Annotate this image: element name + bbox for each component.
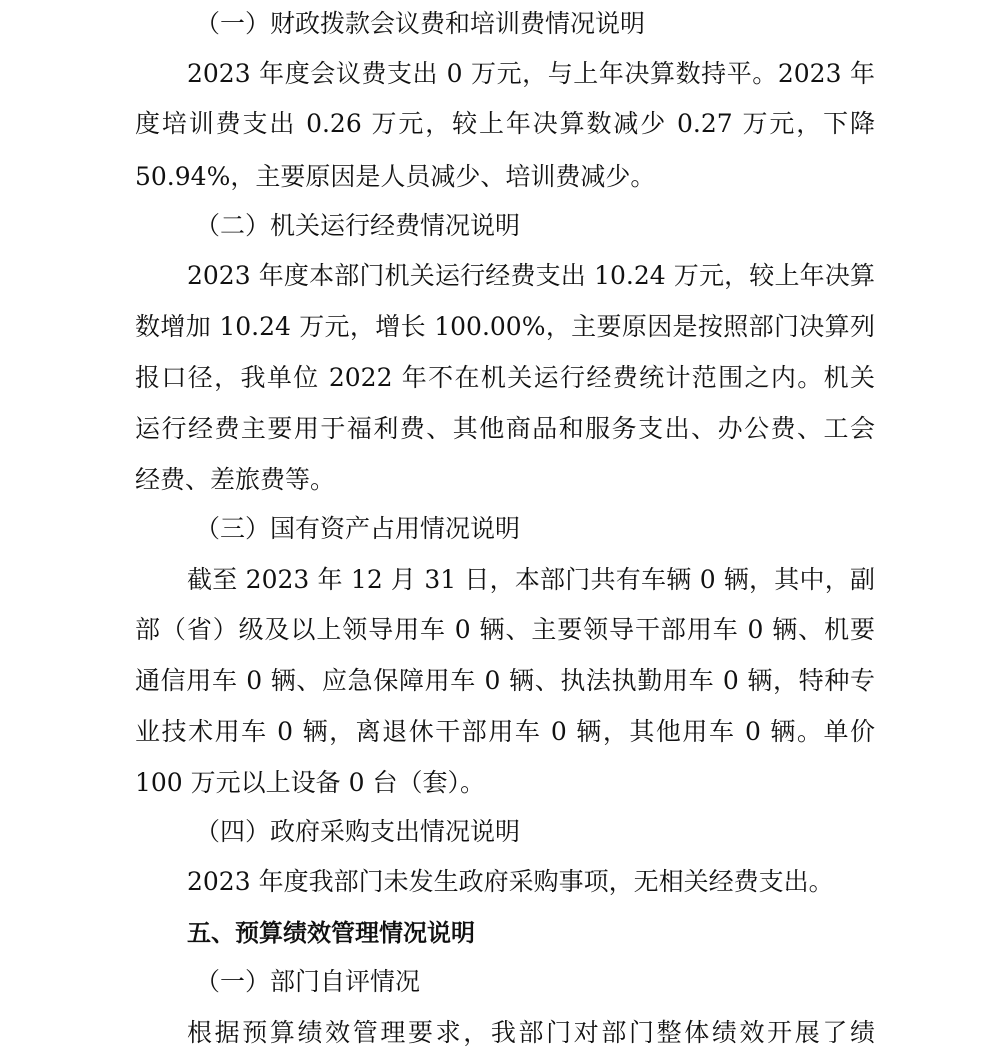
sub-heading: （一）部门自评情况 — [195, 967, 421, 996]
paragraph-line: 2023 年度会议费支出 0 万元，与上年决算数持平。2023 年 — [187, 59, 875, 88]
paragraph-line: 2023 年度本部门机关运行经费支出 10.24 万元，较上年决算 — [187, 261, 875, 290]
paragraph-line: 通信用车 0 辆、应急保障用车 0 辆、执法执勤用车 0 辆，特种专 — [135, 666, 875, 695]
paragraph-line: 2023 年度我部门未发生政府采购事项，无相关经费支出。 — [187, 867, 834, 896]
main-heading: 五、预算绩效管理情况说明 — [187, 919, 475, 947]
paragraph-line: 100 万元以上设备 0 台（套）。 — [135, 768, 485, 797]
paragraph-line: 数增加 10.24 万元，增长 100.00%，主要原因是按照部门决算列 — [135, 312, 875, 341]
section-heading-4: （四）政府采购支出情况说明 — [195, 817, 521, 846]
paragraph-line: 经费、差旅费等。 — [135, 465, 336, 494]
paragraph-line: 业技术用车 0 辆，离退休干部用车 0 辆，其他用车 0 辆。单价 — [135, 717, 875, 746]
paragraph-line: 50.94%，主要原因是人员减少、培训费减少。 — [135, 162, 656, 191]
paragraph-line: 部（省）级及以上领导用车 0 辆、主要领导干部用车 0 辆、机要 — [135, 615, 875, 644]
section-heading-1: （一）财政拨款会议费和培训费情况说明 — [195, 9, 646, 38]
paragraph-line: 报口径，我单位 2022 年不在机关运行经费统计范围之内。机关 — [135, 363, 875, 392]
paragraph-line: 度培训费支出 0.26 万元，较上年决算数减少 0.27 万元，下降 — [135, 109, 875, 138]
paragraph-line: 截至 2023 年 12 月 31 日，本部门共有车辆 0 辆，其中，副 — [187, 565, 875, 594]
paragraph-line: 根据预算绩效管理要求，我部门对部门整体绩效开展了绩 — [187, 1018, 875, 1047]
paragraph-line: 运行经费主要用于福利费、其他商品和服务支出、办公费、工会 — [135, 414, 875, 443]
section-heading-3: （三）国有资产占用情况说明 — [195, 514, 521, 543]
section-heading-2: （二）机关运行经费情况说明 — [195, 211, 521, 240]
